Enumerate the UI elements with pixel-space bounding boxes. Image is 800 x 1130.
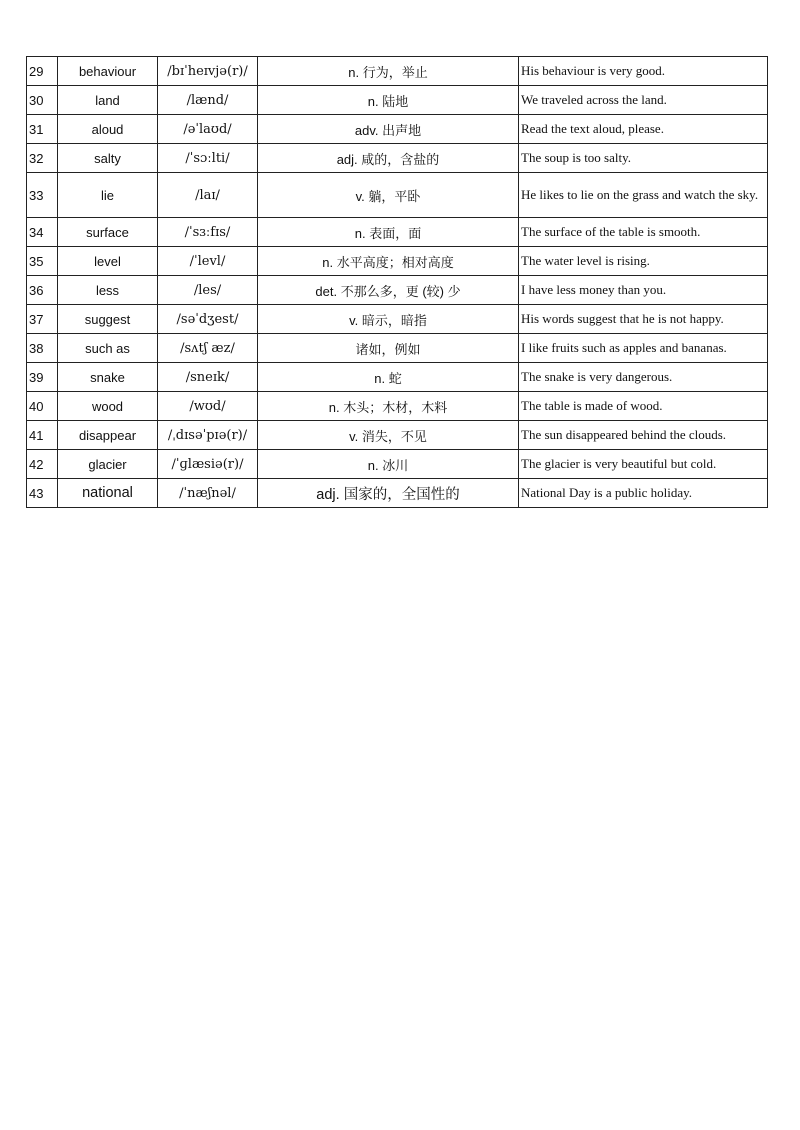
row-number: 33 [27, 173, 58, 218]
row-number: 34 [27, 218, 58, 247]
meaning-cell: n. 行为，举止 [258, 57, 519, 86]
word-cell: lie [58, 173, 158, 218]
phonetic-cell: /bɪˈheɪvjə(r)/ [158, 57, 258, 86]
meaning-cell: n. 表面，面 [258, 218, 519, 247]
table-row [27, 115, 768, 144]
word-cell: such as [58, 334, 158, 363]
row-number: 42 [27, 450, 58, 479]
example-cell: His behaviour is very good. [519, 57, 768, 86]
row-number: 41 [27, 421, 58, 450]
table-row [27, 305, 768, 334]
example-cell: Read the text aloud, please. [519, 115, 768, 144]
word-cell: wood [58, 392, 158, 421]
phonetic-cell: /ˈsɔːlti/ [158, 144, 258, 173]
word-cell: snake [58, 363, 158, 392]
phonetic-cell: /ˈnæʃnəl/ [158, 479, 258, 508]
word-cell: national [58, 479, 158, 508]
example-cell: The surface of the table is smooth. [519, 218, 768, 247]
example-cell: We traveled across the land. [519, 86, 768, 115]
phonetic-cell: /ˈsɜːfɪs/ [158, 218, 258, 247]
meaning-cell: v. 躺，平卧 [258, 173, 519, 218]
row-number: 36 [27, 276, 58, 305]
example-cell: I have less money than you. [519, 276, 768, 305]
phonetic-cell: /əˈlaʊd/ [158, 115, 258, 144]
table-row [27, 276, 768, 305]
table-row [27, 392, 768, 421]
row-number: 39 [27, 363, 58, 392]
word-cell: salty [58, 144, 158, 173]
meaning-cell: n. 蛇 [258, 363, 519, 392]
example-cell: The soup is too salty. [519, 144, 768, 173]
example-cell: The glacier is very beautiful but cold. [519, 450, 768, 479]
meaning-cell: n. 冰川 [258, 450, 519, 479]
meaning-cell: v. 消失，不见 [258, 421, 519, 450]
meaning-cell: n. 木头；木材，木料 [258, 392, 519, 421]
example-cell: The table is made of wood. [519, 392, 768, 421]
phonetic-cell: /ˈɡlæsiə(r)/ [158, 450, 258, 479]
meaning-cell: adv. 出声地 [258, 115, 519, 144]
example-cell: I like fruits such as apples and bananas. [519, 334, 768, 363]
table-row [27, 247, 768, 276]
meaning-cell: n. 水平高度；相对高度 [258, 247, 519, 276]
row-number: 31 [27, 115, 58, 144]
meaning-cell: 诸如，例如 [258, 334, 519, 363]
example-cell: His words suggest that he is not happy. [519, 305, 768, 334]
example-cell: The sun disappeared behind the clouds. [519, 421, 768, 450]
table-row [27, 86, 768, 115]
vocabulary-table [26, 56, 768, 508]
phonetic-cell: /lænd/ [158, 86, 258, 115]
phonetic-cell: /ˈlevl/ [158, 247, 258, 276]
row-number: 32 [27, 144, 58, 173]
row-number: 43 [27, 479, 58, 508]
table-row [27, 144, 768, 173]
phonetic-cell: /sʌtʃ æz/ [158, 334, 258, 363]
word-cell: land [58, 86, 158, 115]
table-row [27, 57, 768, 86]
meaning-cell: adj. 咸的，含盐的 [258, 144, 519, 173]
word-cell: behaviour [58, 57, 158, 86]
phonetic-cell: /wʊd/ [158, 392, 258, 421]
table-row [27, 363, 768, 392]
meaning-cell: det. 不那么多，更 (较) 少 [258, 276, 519, 305]
meaning-cell: adj. 国家的，全国性的 [258, 479, 519, 508]
word-cell: disappear [58, 421, 158, 450]
row-number: 38 [27, 334, 58, 363]
word-cell: less [58, 276, 158, 305]
example-cell: The snake is very dangerous. [519, 363, 768, 392]
table-row [27, 334, 768, 363]
phonetic-cell: /sneɪk/ [158, 363, 258, 392]
row-number: 40 [27, 392, 58, 421]
row-number: 35 [27, 247, 58, 276]
phonetic-cell: /səˈdʒest/ [158, 305, 258, 334]
table-row [27, 450, 768, 479]
row-number: 37 [27, 305, 58, 334]
word-cell: glacier [58, 450, 158, 479]
row-number: 29 [27, 57, 58, 86]
phonetic-cell: /laɪ/ [158, 173, 258, 218]
meaning-cell: v. 暗示，暗指 [258, 305, 519, 334]
word-cell: aloud [58, 115, 158, 144]
word-cell: suggest [58, 305, 158, 334]
word-cell: level [58, 247, 158, 276]
example-cell: The water level is rising. [519, 247, 768, 276]
example-cell: National Day is a public holiday. [519, 479, 768, 508]
table-row [27, 421, 768, 450]
phonetic-cell: /les/ [158, 276, 258, 305]
table-row [27, 218, 768, 247]
phonetic-cell: /ˌdɪsəˈpɪə(r)/ [158, 421, 258, 450]
row-number: 30 [27, 86, 58, 115]
meaning-cell: n. 陆地 [258, 86, 519, 115]
example-cell: He likes to lie on the grass and watch the sky. [519, 173, 768, 218]
table-row [27, 479, 768, 508]
word-cell: surface [58, 218, 158, 247]
table-row [27, 173, 768, 218]
